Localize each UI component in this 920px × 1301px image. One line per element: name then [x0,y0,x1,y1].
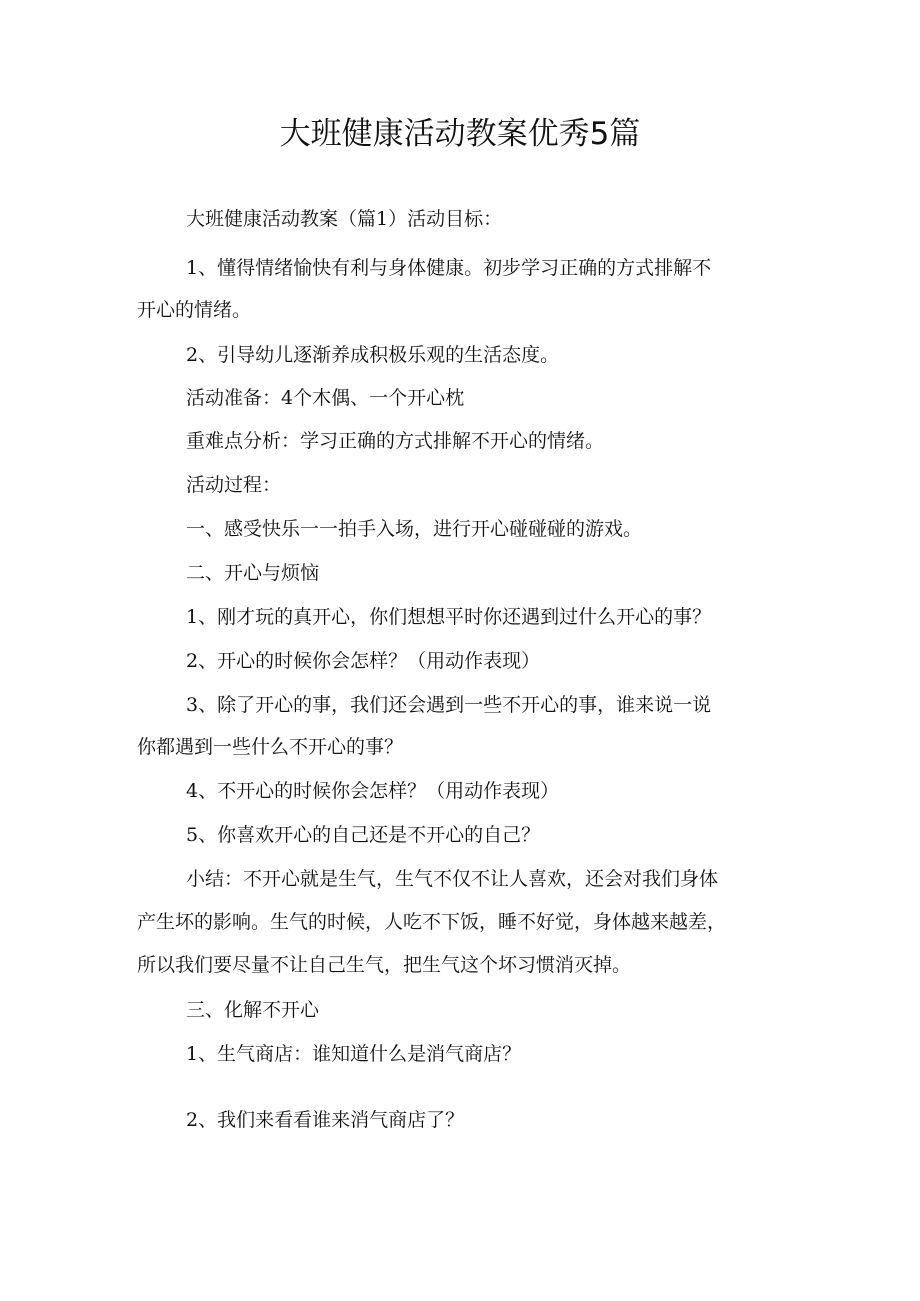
paragraph-line: 大班健康活动教案（篇1）活动目标： [186,208,503,230]
paragraph-line: 二、开心与烦恼 [186,562,320,584]
paragraph-line: 2、开心的时候你会怎样？（用动作表现） [186,650,541,672]
paragraph-line: 活动准备：4个木偶、一个开心枕 [186,387,465,409]
paragraph-line: 开心的情绪。 [137,299,252,321]
paragraph-line: 1、刚才玩的真开心，你们想想平时你还遇到过什么开心的事？ [186,606,712,628]
paragraph-line: 5、你喜欢开心的自己还是不开心的自己？ [186,824,541,846]
paragraph-line: 2、我们来看看谁来消气商店了？ [186,1109,465,1131]
paragraph-line: 所以我们要尽量不让自己生气，把生气这个坏习惯消灭掉。 [137,954,632,976]
paragraph-line: 2、引导幼儿逐渐养成积极乐观的生活态度。 [186,344,560,366]
paragraph-line: 重难点分析：学习正确的方式排解不开心的情绪。 [186,430,605,452]
document-title: 大班健康活动教案优秀5篇 [279,116,641,152]
paragraph-line: 活动过程： [186,474,282,496]
paragraph-line: 4、不开心的时候你会怎样？（用动作表现） [186,780,560,802]
paragraph-line: 三、化解不开心 [186,999,320,1021]
paragraph-line: 小结：不开心就是生气，生气不仅不让人喜欢，还会对我们身体 [186,868,719,890]
paragraph-line: 你都遇到一些什么不开心的事？ [137,736,404,758]
paragraph-line: 3、除了开心的事，我们还会遇到一些不开心的事，谁来说一说 [186,694,712,716]
paragraph-line: 一、感受快乐一一拍手入场，进行开心碰碰碰的游戏。 [186,518,643,540]
paragraph-line: 产生坏的影响。生气的时候，人吃不下饭，睡不好觉，身体越来越差， [137,911,727,933]
paragraph-line: 1、生气商店：谁知道什么是消气商店？ [186,1043,522,1065]
paragraph-line: 1、懂得情绪愉快有利与身体健康。初步学习正确的方式排解不 [186,257,712,279]
